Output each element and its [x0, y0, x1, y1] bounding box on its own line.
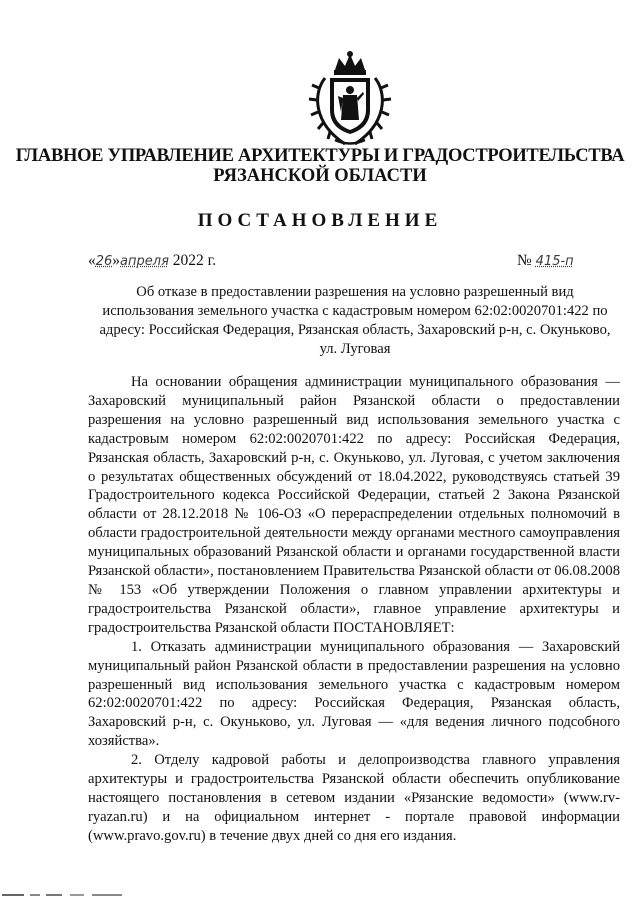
- document-date: [88, 252, 216, 270]
- date-close-quote: »: [112, 252, 121, 269]
- footer-barcode-mark: [0, 893, 135, 899]
- document-body: [88, 373, 620, 846]
- date-day-handwritten: 26: [95, 254, 113, 269]
- document-title: ПОСТАНОВЛЕНИЕ: [197, 210, 443, 231]
- date-month-handwritten: апреля: [120, 254, 169, 269]
- paragraph-preamble: На основании обращения администрации муниципального образования — Захаровский муниципальный район Рязанской области о предоставлении разрешения на условно разрешенный вид использования земельного участка с кадастровым номером 62:02:0020701:422 по адресу: Российская Федерация, Рязанская область, Захаровский р-н, с. Окуньково, ул. Луговая, с учетом заключения о результатах общественных обсуждений от 18.04.2022, руководствуясь статьей 39 Градостроительного кодекса Российской Федерации, статьей 2 Закона Рязанской области от 28.12.2018 № 106-ОЗ «О перераспределении отдельных полномочий в области градостроительной деятельности между органами местного самоуправления муниципальных образований Рязанской области и органами государственной власти Рязанской области», постановлением Правительства Рязанской области от 06.08.2008 № 153 «Об утверждении Положения о главном управлении архитектуры и градостроительства Рязанской области», главное управление архитектуры и градостроительства Рязанской области ПОСТАНОВЛЯЕТ:: [88, 374, 620, 636]
- number-label: №: [517, 252, 532, 269]
- date-year: 2022 г.: [172, 252, 217, 269]
- agency-name-line2: РЯЗАНСКОЙ ОБЛАСТИ: [213, 166, 427, 186]
- agency-name-line1: ГЛАВНОЕ УПРАВЛЕНИЕ АРХИТЕКТУРЫ И ГРАДОСТРОИТЕЛЬСТВА: [15, 146, 625, 166]
- document-number: [517, 252, 574, 270]
- paragraph-item-2: 2. Отделу кадровой работы и делопроизводства главного управления архитектуры и градостроительства Рязанской области обеспечить опубликование настоящего постановления в сетевом издании «Рязанские ведомости» (www.rv-ryazan.ru) и на официальном интернет - портале правовой информации (www.pravo.gov.ru) в течение двух дней со дня его издания.: [88, 752, 620, 844]
- number-value-handwritten: 415-п: [535, 254, 574, 269]
- coat-of-arms-emblem: [305, 48, 395, 148]
- document-subject: Об отказе в предоставлении разрешения на условно разрешенный вид использования земельного участка с кадастровым номером 62:02:0020701:422 по адресу: Российская Федерация, Рязанская область, Захаровский р-н, с. Окуньково, ул. Луговая: [99, 284, 611, 357]
- date-open-quote: «: [88, 252, 96, 269]
- coat-of-arms-icon: [305, 48, 395, 148]
- paragraph-item-1: 1. Отказать администрации муниципального образования — Захаровский муниципальный район Рязанской области в предоставлении разрешения на условно разрешенный вид использования земельного участка с кадастровым номером 62:02:0020701:422 по адресу: Российская Федерация, Рязанская область, Захаровский р-н, с. Окуньково, ул. Луговая — «для ведения личного подсобного хозяйства».: [88, 638, 620, 750]
